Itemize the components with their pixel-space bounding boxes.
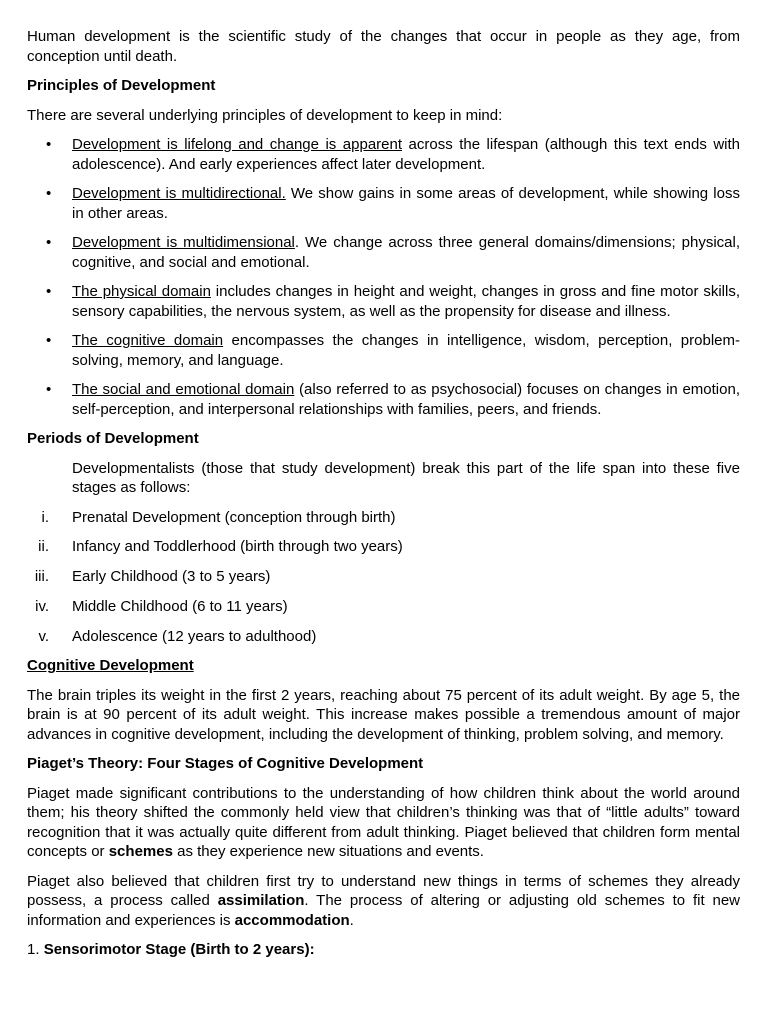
period-item <box>27 537 740 557</box>
term-schemes: schemes <box>108 843 173 861</box>
principles-heading: Principles of Development <box>27 77 216 94</box>
cognitive-paragraph: The brain triples its weight in the first 2 years, reaching about 75 percent of its adult weight. By age 5, the brain is at 90 percent of its adult weight. This increase makes possible a tremendous amount of major advances in cognitive development, including the development of thinking, problem solving, and memory. <box>27 686 740 743</box>
bullet-icon: • <box>46 332 52 349</box>
period-text: Prenatal Development (conception through birth) <box>72 508 396 526</box>
stage-number: 1. <box>27 941 44 959</box>
principle-item <box>27 233 740 272</box>
principle-text: We show gains in some areas of development, while showing loss in other areas. <box>72 185 740 222</box>
piaget-p2-text-a: Piaget also believed that children first try to understand new things in terms of schemes they already possess, a process called <box>27 872 740 910</box>
period-text: Early Childhood (3 to 5 years) <box>72 568 271 586</box>
period-number: ii. <box>38 538 49 556</box>
period-text: Middle Childhood (6 to 11 years) <box>72 597 288 615</box>
principle-term: Development is lifelong and change is apparent <box>72 136 403 153</box>
term-accommodation: accommodation <box>234 911 350 929</box>
principle-text: includes changes in height and weight, changes in gross and fine motor skills, sensory capabilities, the nervous system, as well as the propensity for disease and illness. <box>72 283 740 320</box>
period-item <box>27 597 740 617</box>
principles-lead: There are several underlying principles of development to keep in mind: <box>27 106 503 124</box>
principle-text: across the lifespan (although this text ends with adolescence). And early experiences affect later development. <box>72 136 740 173</box>
principle-text: encompasses the changes in intelligence, wisdom, perception, problem-solving, memory, and language. <box>72 332 740 369</box>
period-item <box>27 508 740 528</box>
period-number: v. <box>38 627 49 645</box>
piaget-p1-text-b: as they experience new situations and events. <box>172 843 484 861</box>
bullet-icon: • <box>46 234 52 251</box>
periods-list <box>27 508 740 647</box>
principles-list <box>27 135 740 419</box>
bullet-icon: • <box>46 136 52 153</box>
period-item <box>27 627 740 647</box>
principle-term: Development is multidirectional. <box>72 185 286 202</box>
principle-item <box>27 184 740 223</box>
piaget-p1-text-a: Piaget made significant contributions to the understanding of how children think about the world around them; his theory shifted the commonly held view that children’s thinking was that of “little adults” toward recognition that it was actually quite different from adult thinking. Piaget believed that children form mental concepts or <box>27 784 740 861</box>
piaget-p2-text-b: . The process of altering or adjusting old schemes to fit new information and experiences is <box>27 892 741 929</box>
principle-text: . We change across three general domains/dimensions; physical, cognitive, and social and emotional. <box>72 234 741 271</box>
principle-item <box>27 380 740 419</box>
bullet-icon: • <box>46 283 52 300</box>
cognitive-heading: Cognitive Development <box>27 657 194 675</box>
piaget-paragraph-2 <box>27 872 740 931</box>
period-number: i. <box>41 508 49 526</box>
principle-text: (also referred to as psychosocial) focuses on changes in emotion, self-perception, and interpersonal relationships with families, peers, and friends. <box>72 381 740 418</box>
principle-item <box>27 282 740 321</box>
period-number: iii. <box>34 568 49 586</box>
piaget-p2-text-c: . <box>349 911 354 929</box>
periods-lead: Developmentalists (those that study development) break this part of the life span into these five stages as follows: <box>72 459 740 496</box>
bullet-icon: • <box>46 381 52 398</box>
term-assimilation: assimilation <box>217 892 305 910</box>
stage-title: Sensorimotor Stage (Birth to 2 years): <box>43 941 315 959</box>
principle-term: Development is multidimensional <box>72 234 295 251</box>
principle-item <box>27 135 740 174</box>
intro-paragraph: Human development is the scientific study of the changes that occur in people as they age, from conception until death. <box>27 28 740 65</box>
principle-term: The cognitive domain <box>72 332 224 349</box>
periods-heading: Periods of Development <box>27 430 199 447</box>
piaget-heading: Piaget’s Theory: Four Stages of Cognitive Development <box>27 755 424 773</box>
period-number: iv. <box>35 597 49 615</box>
piaget-paragraph-1 <box>27 784 740 862</box>
bullet-icon: • <box>46 185 52 202</box>
period-item <box>27 567 740 587</box>
principle-term: The physical domain <box>72 283 211 300</box>
period-text: Infancy and Toddlerhood (birth through two years) <box>72 538 403 556</box>
sensorimotor-heading <box>27 940 740 960</box>
principle-item <box>27 331 740 370</box>
period-text: Adolescence (12 years to adulthood) <box>72 627 317 645</box>
principle-term: The social and emotional domain <box>72 381 295 398</box>
